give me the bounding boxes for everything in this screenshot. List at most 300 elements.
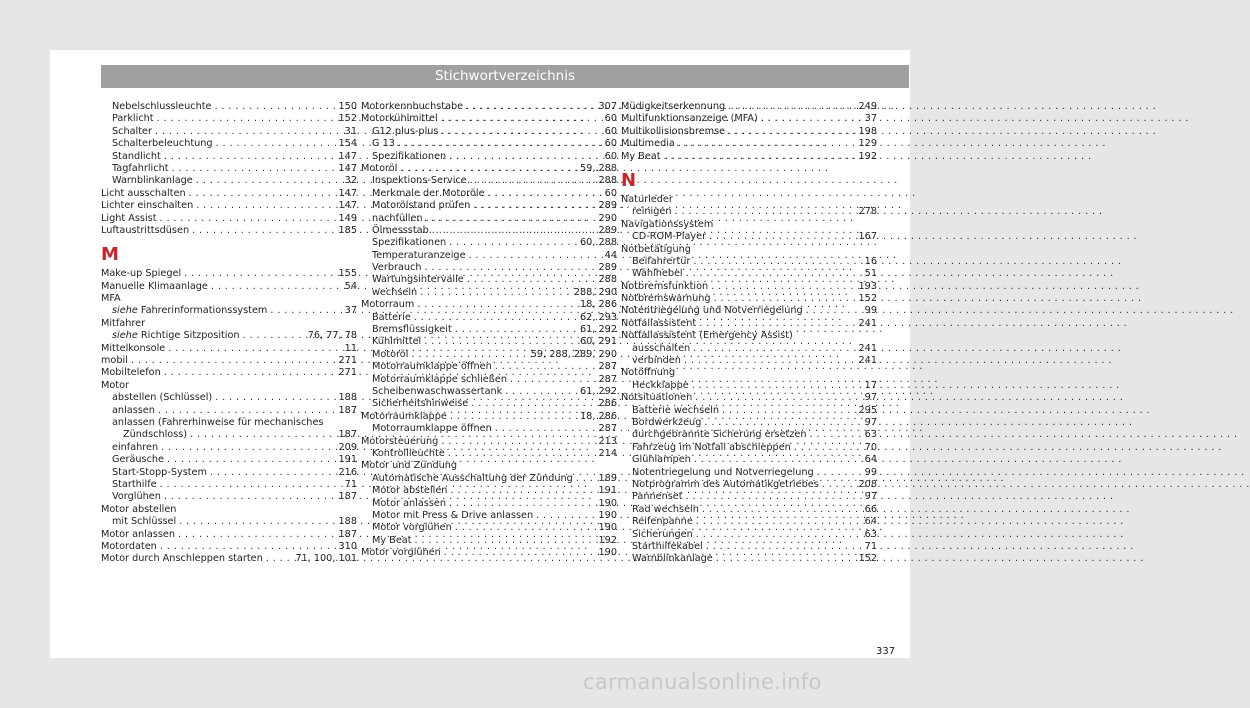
index-entry bbox=[101, 101, 357, 113]
index-entry bbox=[361, 126, 617, 138]
entry-page-reference: 17 bbox=[864, 379, 877, 391]
entry-term-text: Wählhebel bbox=[632, 268, 683, 280]
index-entry bbox=[361, 213, 617, 225]
dot-leader bbox=[467, 274, 596, 286]
entry-term-text: Reifenpanne bbox=[632, 516, 693, 528]
index-entry bbox=[361, 361, 617, 373]
entry-term-text: Licht ausschalten bbox=[101, 187, 186, 199]
dot-leader bbox=[179, 516, 335, 528]
entry-page-reference: 287 bbox=[598, 361, 617, 373]
index-entry bbox=[621, 293, 877, 305]
entry-page-reference: 60 bbox=[604, 125, 617, 137]
entry-term bbox=[361, 113, 438, 125]
index-entry bbox=[361, 324, 617, 336]
index-entry bbox=[101, 113, 357, 125]
page-title: Stichwortverzeichnis bbox=[434, 68, 576, 84]
index-entry bbox=[361, 299, 617, 311]
index-entry bbox=[621, 343, 877, 355]
entry-page-reference: 97 bbox=[864, 491, 877, 503]
entry-term-text: Fahrerinformationssystem bbox=[140, 305, 268, 317]
entry-term bbox=[372, 485, 447, 497]
entry-term bbox=[372, 498, 446, 510]
entry-term-text: Light Assist bbox=[101, 212, 157, 224]
dot-leader bbox=[722, 405, 855, 417]
index-entry bbox=[621, 206, 877, 218]
entry-page-reference: 241 bbox=[858, 317, 877, 329]
entry-term bbox=[632, 454, 691, 466]
index-entry bbox=[621, 429, 877, 441]
entry-term bbox=[372, 287, 417, 299]
index-entry bbox=[361, 411, 617, 423]
entry-term-text: Motor vorglühen bbox=[361, 547, 441, 559]
index-entry bbox=[361, 287, 617, 299]
index-heading bbox=[621, 219, 877, 231]
entry-term-text: Motor abstellen bbox=[101, 503, 177, 515]
entry-page-reference: 60 bbox=[604, 187, 617, 199]
dot-leader bbox=[696, 529, 862, 541]
dot-leader bbox=[536, 510, 595, 522]
index-entry bbox=[101, 467, 357, 479]
entry-term bbox=[372, 349, 408, 361]
entry-term bbox=[101, 318, 145, 330]
index-entry bbox=[361, 398, 617, 410]
dot-leader bbox=[664, 151, 856, 163]
entry-term bbox=[101, 281, 208, 293]
entry-term-text: Multikollisionsbremse bbox=[621, 125, 726, 137]
entry-term-text: durchgebrannte Sicherung ersetzen bbox=[632, 429, 807, 441]
entry-page-reference: 249 bbox=[858, 101, 877, 112]
index-heading bbox=[621, 330, 877, 342]
entry-term-text: Parklicht bbox=[112, 113, 154, 125]
dot-leader bbox=[694, 454, 862, 466]
entry-term bbox=[372, 535, 412, 547]
entry-term-text: G12 plus-plus bbox=[372, 125, 439, 137]
index-entry bbox=[621, 231, 877, 243]
entry-term-text: Batterie bbox=[372, 311, 411, 323]
entry-term-text: Notbremswarnung bbox=[621, 293, 711, 305]
entry-page-reference: 187 bbox=[338, 404, 357, 416]
dot-leader bbox=[425, 262, 596, 274]
entry-page-reference: 64 bbox=[864, 516, 877, 528]
index-entry bbox=[361, 510, 617, 522]
dot-leader bbox=[684, 355, 856, 367]
entry-term bbox=[621, 113, 758, 125]
entry-term bbox=[101, 213, 157, 225]
entry-term bbox=[372, 138, 395, 150]
entry-term-text: abstellen (Schlüssel) bbox=[112, 392, 213, 404]
dot-leader bbox=[696, 516, 862, 528]
dot-leader bbox=[450, 411, 577, 423]
index-entry bbox=[101, 225, 357, 237]
entry-term bbox=[101, 553, 263, 565]
entry-term-text: Bremsflüssigkeit bbox=[372, 324, 452, 336]
index-entry bbox=[101, 126, 357, 138]
entry-term bbox=[101, 355, 128, 367]
index-entry bbox=[101, 392, 357, 404]
index-entry bbox=[361, 175, 617, 187]
index-entry bbox=[101, 138, 357, 150]
entry-term-text: Spezifikationen bbox=[372, 237, 447, 249]
entry-term bbox=[621, 101, 725, 113]
index-entry bbox=[621, 417, 877, 429]
dot-leader bbox=[424, 336, 577, 348]
entry-term-text: Notentriegelung und Notverriegelung bbox=[621, 305, 803, 317]
index-heading bbox=[621, 194, 877, 206]
dot-leader bbox=[420, 287, 571, 299]
entry-term bbox=[632, 231, 706, 243]
dot-leader bbox=[495, 361, 596, 373]
dot-leader bbox=[448, 448, 596, 460]
dot-leader bbox=[810, 429, 862, 441]
index-entry bbox=[101, 516, 357, 528]
dot-leader bbox=[215, 392, 335, 404]
entry-term bbox=[632, 405, 719, 417]
entry-term bbox=[632, 256, 690, 268]
entry-page-reference: 18, 286 bbox=[580, 299, 617, 311]
entry-page-reference: 149 bbox=[338, 212, 357, 224]
entry-page-reference: 289 bbox=[598, 224, 617, 236]
dot-leader bbox=[270, 305, 341, 317]
dot-leader bbox=[450, 485, 595, 497]
entry-page-reference: 241 bbox=[858, 355, 877, 367]
index-entry bbox=[361, 485, 617, 497]
entry-term-text: Mobiltelefon bbox=[101, 367, 161, 379]
entry-term bbox=[123, 429, 187, 441]
dot-leader bbox=[709, 231, 855, 243]
entry-term bbox=[632, 268, 683, 280]
entry-term-text: Motor anlassen bbox=[101, 528, 175, 540]
entry-term bbox=[112, 479, 157, 491]
entry-term-text: Notbetätigung bbox=[621, 243, 691, 255]
dot-leader bbox=[400, 163, 577, 175]
entry-term-text: Vorglühen bbox=[112, 491, 161, 503]
entry-term bbox=[632, 442, 791, 454]
dot-leader bbox=[449, 237, 577, 249]
entry-term bbox=[621, 138, 675, 150]
dot-leader bbox=[505, 386, 577, 398]
entry-term-text: Schalter bbox=[112, 125, 152, 137]
dot-leader bbox=[178, 529, 336, 541]
entry-term-text: anlassen (Fahrerhinweise für mechanisches bbox=[112, 416, 324, 428]
index-entry bbox=[621, 113, 877, 125]
entry-term bbox=[372, 175, 467, 187]
dot-leader bbox=[164, 491, 336, 503]
index-entry bbox=[621, 467, 877, 479]
entry-page-reference: 11 bbox=[344, 342, 357, 354]
entry-page-reference: 66 bbox=[864, 503, 877, 515]
dot-leader bbox=[266, 553, 293, 565]
index-entry bbox=[361, 535, 617, 547]
entry-term bbox=[372, 324, 452, 336]
entry-page-reference: 99 bbox=[864, 466, 877, 478]
entry-page-reference: 190 bbox=[598, 509, 617, 521]
entry-term bbox=[372, 448, 445, 460]
entry-term-text: Motor und Zündung bbox=[361, 460, 458, 472]
index-column-3 bbox=[621, 101, 877, 566]
dot-leader bbox=[469, 250, 602, 262]
entry-term bbox=[372, 126, 438, 138]
entry-term-text: Motorraumklappe schließen bbox=[372, 373, 507, 385]
index-entry bbox=[361, 101, 617, 113]
entry-page-reference: 188 bbox=[338, 516, 357, 528]
entry-page-reference: 198 bbox=[858, 125, 877, 137]
entry-term bbox=[621, 305, 803, 317]
entry-term-text: Multifunktionsanzeige (MFA) bbox=[621, 113, 758, 125]
entry-term-text: Motor mit Press & Drive anlassen bbox=[372, 509, 534, 521]
entry-page-reference: 190 bbox=[598, 497, 617, 509]
entry-page-reference: 152 bbox=[858, 553, 877, 565]
index-entry bbox=[361, 262, 617, 274]
dot-leader bbox=[167, 454, 336, 466]
entry-term-text: Warnblinkanlage bbox=[632, 553, 713, 565]
entry-term bbox=[361, 411, 447, 423]
dot-leader bbox=[761, 113, 862, 125]
dot-leader bbox=[158, 405, 336, 417]
index-entry bbox=[621, 101, 877, 113]
entry-term bbox=[632, 343, 690, 355]
index-entry bbox=[101, 355, 357, 367]
entry-term bbox=[101, 380, 129, 392]
dot-leader bbox=[189, 188, 336, 200]
entry-term bbox=[372, 398, 468, 410]
dot-leader bbox=[417, 299, 577, 311]
dot-leader bbox=[441, 126, 601, 138]
entry-page-reference: 278 bbox=[858, 206, 877, 218]
index-heading bbox=[101, 293, 357, 305]
entry-page-reference: 191 bbox=[338, 454, 357, 466]
entry-term bbox=[632, 504, 699, 516]
index-entry bbox=[101, 188, 357, 200]
index-entry bbox=[101, 175, 357, 187]
entry-term bbox=[372, 250, 466, 262]
entry-term bbox=[632, 516, 693, 528]
entry-page-reference: 62, 293 bbox=[580, 311, 617, 323]
entry-term-text: Navigationssystem bbox=[621, 218, 714, 230]
index-entry bbox=[101, 305, 357, 317]
dot-leader bbox=[155, 126, 342, 138]
entry-term-text: Motoröl bbox=[372, 348, 409, 360]
entry-term-text: Notprogramm des Automatikgetriebes bbox=[632, 478, 819, 490]
entry-term-text: Motorölstand prüfen bbox=[372, 200, 471, 212]
entry-page-reference: 271 bbox=[338, 367, 357, 379]
entry-term bbox=[372, 188, 485, 200]
dot-leader bbox=[415, 535, 596, 547]
index-entry bbox=[621, 355, 877, 367]
entry-page-reference: 187 bbox=[338, 429, 357, 441]
dot-leader bbox=[441, 436, 595, 448]
entry-term bbox=[112, 138, 213, 150]
entry-term bbox=[112, 175, 193, 187]
index-entry bbox=[361, 237, 617, 249]
index-heading bbox=[101, 417, 357, 429]
index-entry bbox=[101, 479, 357, 491]
dot-leader bbox=[157, 113, 336, 125]
dot-leader bbox=[196, 200, 335, 212]
index-entry bbox=[361, 151, 617, 163]
entry-term-text: Spezifikationen bbox=[372, 150, 447, 162]
entry-term-text: Inspektions-Service bbox=[372, 175, 467, 187]
dot-leader bbox=[714, 293, 856, 305]
entry-page-reference: 216 bbox=[338, 466, 357, 478]
index-entry bbox=[621, 541, 877, 553]
entry-term-text: Manuelle Klimaanlage bbox=[101, 280, 208, 292]
entry-term-text: Ölmessstab bbox=[372, 224, 429, 236]
entry-term-text: Notbremsfunktion bbox=[621, 280, 709, 292]
entry-term-text: Automatische Ausschaltung der Zündung bbox=[372, 472, 573, 484]
dot-leader bbox=[455, 324, 577, 336]
entry-term-text: Motor abstellen bbox=[372, 485, 448, 497]
dot-leader bbox=[432, 225, 596, 237]
index-entry bbox=[361, 423, 617, 435]
entry-page-reference: 214 bbox=[598, 447, 617, 459]
dot-leader bbox=[172, 163, 336, 175]
dot-leader bbox=[441, 113, 602, 125]
entry-page-reference: 189 bbox=[598, 472, 617, 484]
entry-term bbox=[621, 392, 692, 404]
entry-term-text: nachfüllen bbox=[372, 212, 423, 224]
dot-leader bbox=[706, 541, 862, 553]
entry-term bbox=[101, 529, 175, 541]
entry-page-reference: 154 bbox=[338, 138, 357, 150]
entry-term bbox=[372, 336, 421, 348]
index-entry bbox=[621, 318, 877, 330]
entry-term bbox=[372, 262, 422, 274]
entry-page-reference: 44 bbox=[604, 249, 617, 261]
index-entry bbox=[621, 405, 877, 417]
entry-term bbox=[372, 522, 452, 534]
index-heading bbox=[621, 367, 877, 379]
entry-term-text: Kühlmittel bbox=[372, 336, 422, 348]
entry-page-reference: 59, 288 bbox=[580, 162, 617, 174]
dot-leader bbox=[168, 343, 341, 355]
entry-page-reference: 241 bbox=[858, 342, 877, 354]
index-entry bbox=[101, 367, 357, 379]
entry-term bbox=[372, 312, 411, 324]
entry-term bbox=[361, 436, 438, 448]
entry-see-reference: siehe bbox=[112, 330, 138, 342]
entry-term-text: Richtige Sitzposition bbox=[140, 330, 240, 342]
entry-term bbox=[372, 151, 446, 163]
entry-term-text: Verbrauch bbox=[372, 262, 422, 274]
entry-term-text: Notfallassistent bbox=[621, 317, 697, 329]
index-entry bbox=[361, 225, 617, 237]
dot-leader bbox=[488, 188, 602, 200]
index-entry bbox=[101, 429, 357, 441]
dot-leader bbox=[184, 268, 335, 280]
entry-term bbox=[101, 343, 165, 355]
entry-term bbox=[361, 163, 397, 175]
entry-page-reference: 70 bbox=[864, 441, 877, 453]
index-entry bbox=[361, 113, 617, 125]
dot-leader bbox=[678, 138, 856, 150]
entry-term-text: wechseln bbox=[372, 286, 418, 298]
entry-page-reference: 288 bbox=[598, 175, 617, 187]
dot-leader bbox=[693, 256, 861, 268]
entry-term-text: My Beat bbox=[372, 534, 412, 546]
entry-term bbox=[101, 268, 181, 280]
entry-term-text: Kontrollleuchte bbox=[372, 447, 445, 459]
dot-leader bbox=[817, 467, 862, 479]
entry-term bbox=[112, 151, 161, 163]
entry-term-text: Sicherungen bbox=[632, 528, 693, 540]
dot-leader bbox=[675, 206, 856, 218]
entry-page-reference: 97 bbox=[864, 392, 877, 404]
entry-page-reference: 213 bbox=[598, 435, 617, 447]
index-entry bbox=[101, 454, 357, 466]
dot-leader bbox=[470, 175, 596, 187]
index-entry bbox=[101, 268, 357, 280]
entry-page-reference: 286 bbox=[598, 398, 617, 410]
entry-term-text: Warnblinkanlage bbox=[112, 175, 193, 187]
dot-leader bbox=[510, 374, 596, 386]
entry-term-text: Make-up Spiegel bbox=[101, 268, 182, 280]
entry-page-reference: 187 bbox=[338, 491, 357, 503]
watermark-text: carmanualsonline.info bbox=[583, 670, 822, 694]
entry-page-reference: 287 bbox=[598, 423, 617, 435]
index-entry bbox=[621, 442, 877, 454]
entry-term-text: mit Schlüssel bbox=[112, 516, 177, 528]
entry-term-text: Wartungsintervalle bbox=[372, 274, 464, 286]
entry-term bbox=[112, 113, 154, 125]
entry-term-text: Temperaturanzeige bbox=[372, 249, 466, 261]
index-heading bbox=[101, 380, 357, 392]
entry-page-reference: 147 bbox=[338, 200, 357, 212]
entry-term-text: Starthilfekabel bbox=[632, 540, 703, 552]
index-heading bbox=[101, 318, 357, 330]
dot-leader bbox=[806, 305, 862, 317]
entry-page-reference: 190 bbox=[598, 547, 617, 559]
entry-term-text: Bordwerkzeug bbox=[632, 416, 702, 428]
entry-term bbox=[632, 417, 701, 429]
entry-page-reference: 290 bbox=[598, 212, 617, 224]
entry-term-text: Merkmale der Motoröle bbox=[372, 187, 485, 199]
index-entry bbox=[101, 491, 357, 503]
entry-term bbox=[372, 274, 464, 286]
index-entry bbox=[361, 473, 617, 485]
entry-page-reference: 152 bbox=[858, 293, 877, 305]
entry-term bbox=[372, 386, 502, 398]
entry-term bbox=[632, 491, 683, 503]
index-entry bbox=[621, 151, 877, 163]
entry-term-text: Multimedia bbox=[621, 138, 675, 150]
dot-leader bbox=[695, 392, 861, 404]
entry-term bbox=[621, 126, 725, 138]
entry-term-text: Sicherheitshinweise bbox=[372, 398, 469, 410]
entry-term bbox=[112, 491, 161, 503]
entry-term-text: Tagfahrlicht bbox=[112, 162, 169, 174]
entry-term-text: mobil bbox=[101, 355, 128, 367]
page-header bbox=[101, 65, 909, 88]
index-heading bbox=[361, 460, 617, 472]
entry-page-reference: 310 bbox=[338, 540, 357, 552]
entry-term-text: Notfallassistent (Emergency Assist) bbox=[621, 330, 793, 342]
entry-term-text: CD-ROM-Player bbox=[632, 231, 707, 243]
index-entry bbox=[621, 529, 877, 541]
entry-page-reference: 60, 291 bbox=[580, 336, 617, 348]
entry-term-text: My Beat bbox=[621, 150, 661, 162]
entry-term bbox=[632, 429, 807, 441]
index-entry bbox=[361, 374, 617, 386]
dot-leader bbox=[426, 213, 596, 225]
entry-term bbox=[372, 374, 507, 386]
entry-page-reference: 16 bbox=[864, 255, 877, 267]
index-entry bbox=[101, 281, 357, 293]
entry-page-reference: 152 bbox=[338, 113, 357, 125]
index-entry bbox=[361, 547, 617, 559]
entry-page-reference: 208 bbox=[858, 478, 877, 490]
entry-term bbox=[101, 293, 121, 305]
entry-term-text: Batterie wechseln bbox=[632, 404, 720, 416]
